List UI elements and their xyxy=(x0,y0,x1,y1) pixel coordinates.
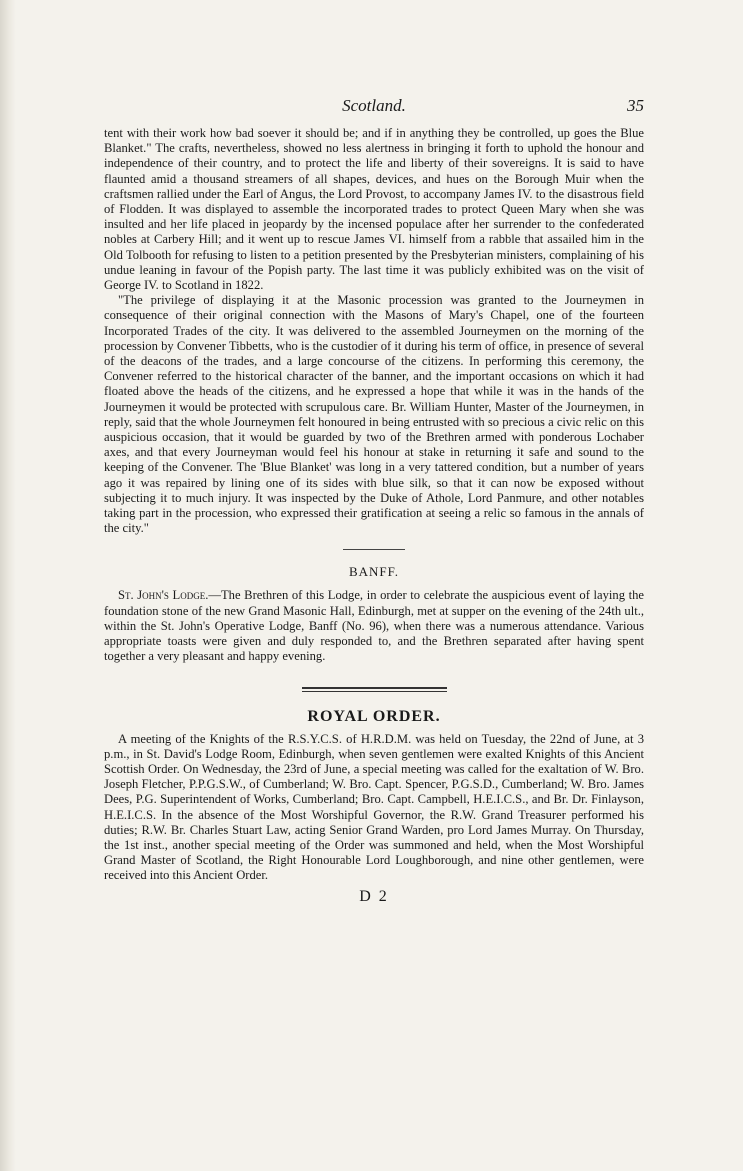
blue-blanket-paragraph-2: "The privilege of displaying it at the Masonic procession was granted to the Journeymen in consequence of their original connection with the Masons of Mary's Chapel, one of the fourteen Incorporated Trades of the city. It was delivered to the assembled Journeymen on the morning of the procession by Convener Tibbetts, who is the custodier of it during his term of office, in presence of several of the deacons of the trades, and a large concourse of the citizens. In performing this ceremony, the Convener referred to the historical character of the banner, and the important occasions on which it had floated above the heads of the citizens, and he expressed a hope that while it was in the hands of the Journeymen it would be protected with scrupulous care. Br. William Hunter, Master of the Journeymen, in reply, said that the whole Journeymen felt honoured in being entrusted with so precious a civic relic on this auspicious occasion, that it would be guarded by two of the Brethren armed with ponderous Lochaber axes, and that every Journeyman would feel his honour at stake in returning it safe and sound to the keeping of the Convener. The 'Blue Blanket' was long in a very tattered condition, but a number of years ago it was repaired by lining one of its sides with blue silk, so that it can now be exposed without subjecting it to much injury. It was inspected by the Duke of Athole, Lord Panmure, and other notables taking part in the procession, who expressed their gratification at seeing a relic so famous in the annals of the city." xyxy=(104,293,644,536)
lodge-name: St. John's Lodge. xyxy=(118,588,209,603)
royal-order-paragraph: A meeting of the Knights of the R.S.Y.C.S. of H.R.D.M. was held on Tuesday, the 22nd of June, at 3 p.m., in St. David's Lodge Room, Edinburgh, when seven gentlemen were exalted Knights of this Ancient Scottish Order. On Wednesday, the 23rd of June, a special meeting was called for the exaltation of W. Bro. Joseph Fletcher, P.P.G.S.W., of Cumberland; W. Bro. Capt. Spencer, P.G.S.D., Cumberland; W. Bro. James Dees, P.G. Superintendent of Works, Cumberland; Bro. Capt. Campbell, H.E.I.C.S., and Br. Dr. Finlayson, H.E.I.C.S. In the absence of the Most Worshipful Governor, the R.W. Grand Treasurer performed his duties; R.W. Br. Charles Stuart Law, acting Senior Grand Warden, pro Lord James Murray. On Thursday, the 1st inst., another special meeting of the Order was summoned and held, when the Most Worshipful Grand Master of Scotland, the Right Honourable Lord Loughborough, and nine other gentlemen, were received into this Ancient Order. xyxy=(104,731,644,883)
signature-mark: D 2 xyxy=(359,887,389,905)
running-header xyxy=(104,96,644,120)
page-column xyxy=(104,96,644,906)
banff-paragraph xyxy=(104,588,644,664)
banff-heading: BANFF. xyxy=(348,564,400,580)
running-title: Scotland. xyxy=(342,96,406,115)
royal-order-heading: ROYAL ORDER. xyxy=(307,707,441,725)
blue-blanket-paragraph-1: tent with their work how bad soever it should be; and if in anything they be controlled, up goes the Blue Blanket." The crafts, nevertheless, showed no less alertness in bringing it forth to uphold the honour and independence of their country, and to protect the life and liberty of their sovereigns. It is said to have flaunted amid a thousand streamers of all shapes, devices, and hues on the Borough Muir when the craftsmen rallied under the Earl of Angus, the Lord Provost, to accompany James IV. to the disastrous field of Flodden. It was displayed to assemble the incorporated trades to protect Queen Mary when she was insulted and her life placed in jeopardy by the incensed populace after her surrender to the confederated nobles at Carbery Hill; and it went up to rescue James VI. himself from a rabble that assailed him in the Old Tolbooth for refusing to listen to a petition presented by the Presbyterian ministers, complaining of his undue leaning in favour of the Popish party. The last time it was publicly exhibited was on the visit of George IV. to Scotland in 1822. xyxy=(104,126,644,293)
section-divider xyxy=(343,549,405,550)
double-rule-divider xyxy=(302,687,447,692)
banff-body: —The Brethren of this Lodge, in order to celebrate the auspicious event of laying the foundation stone of the new Grand Masonic Hall, Edinburgh, met at supper on the evening of the 24th ult., within the St. John's Operative Lodge, Banff (No. 96), when there was a numerous attendance. Various appropriate toasts were given and duly responded to, and the Brethren separated after having spent together a very pleasant and happy evening. xyxy=(104,588,644,664)
page-gutter-shadow xyxy=(0,0,16,1171)
page-number: 35 xyxy=(627,96,644,115)
